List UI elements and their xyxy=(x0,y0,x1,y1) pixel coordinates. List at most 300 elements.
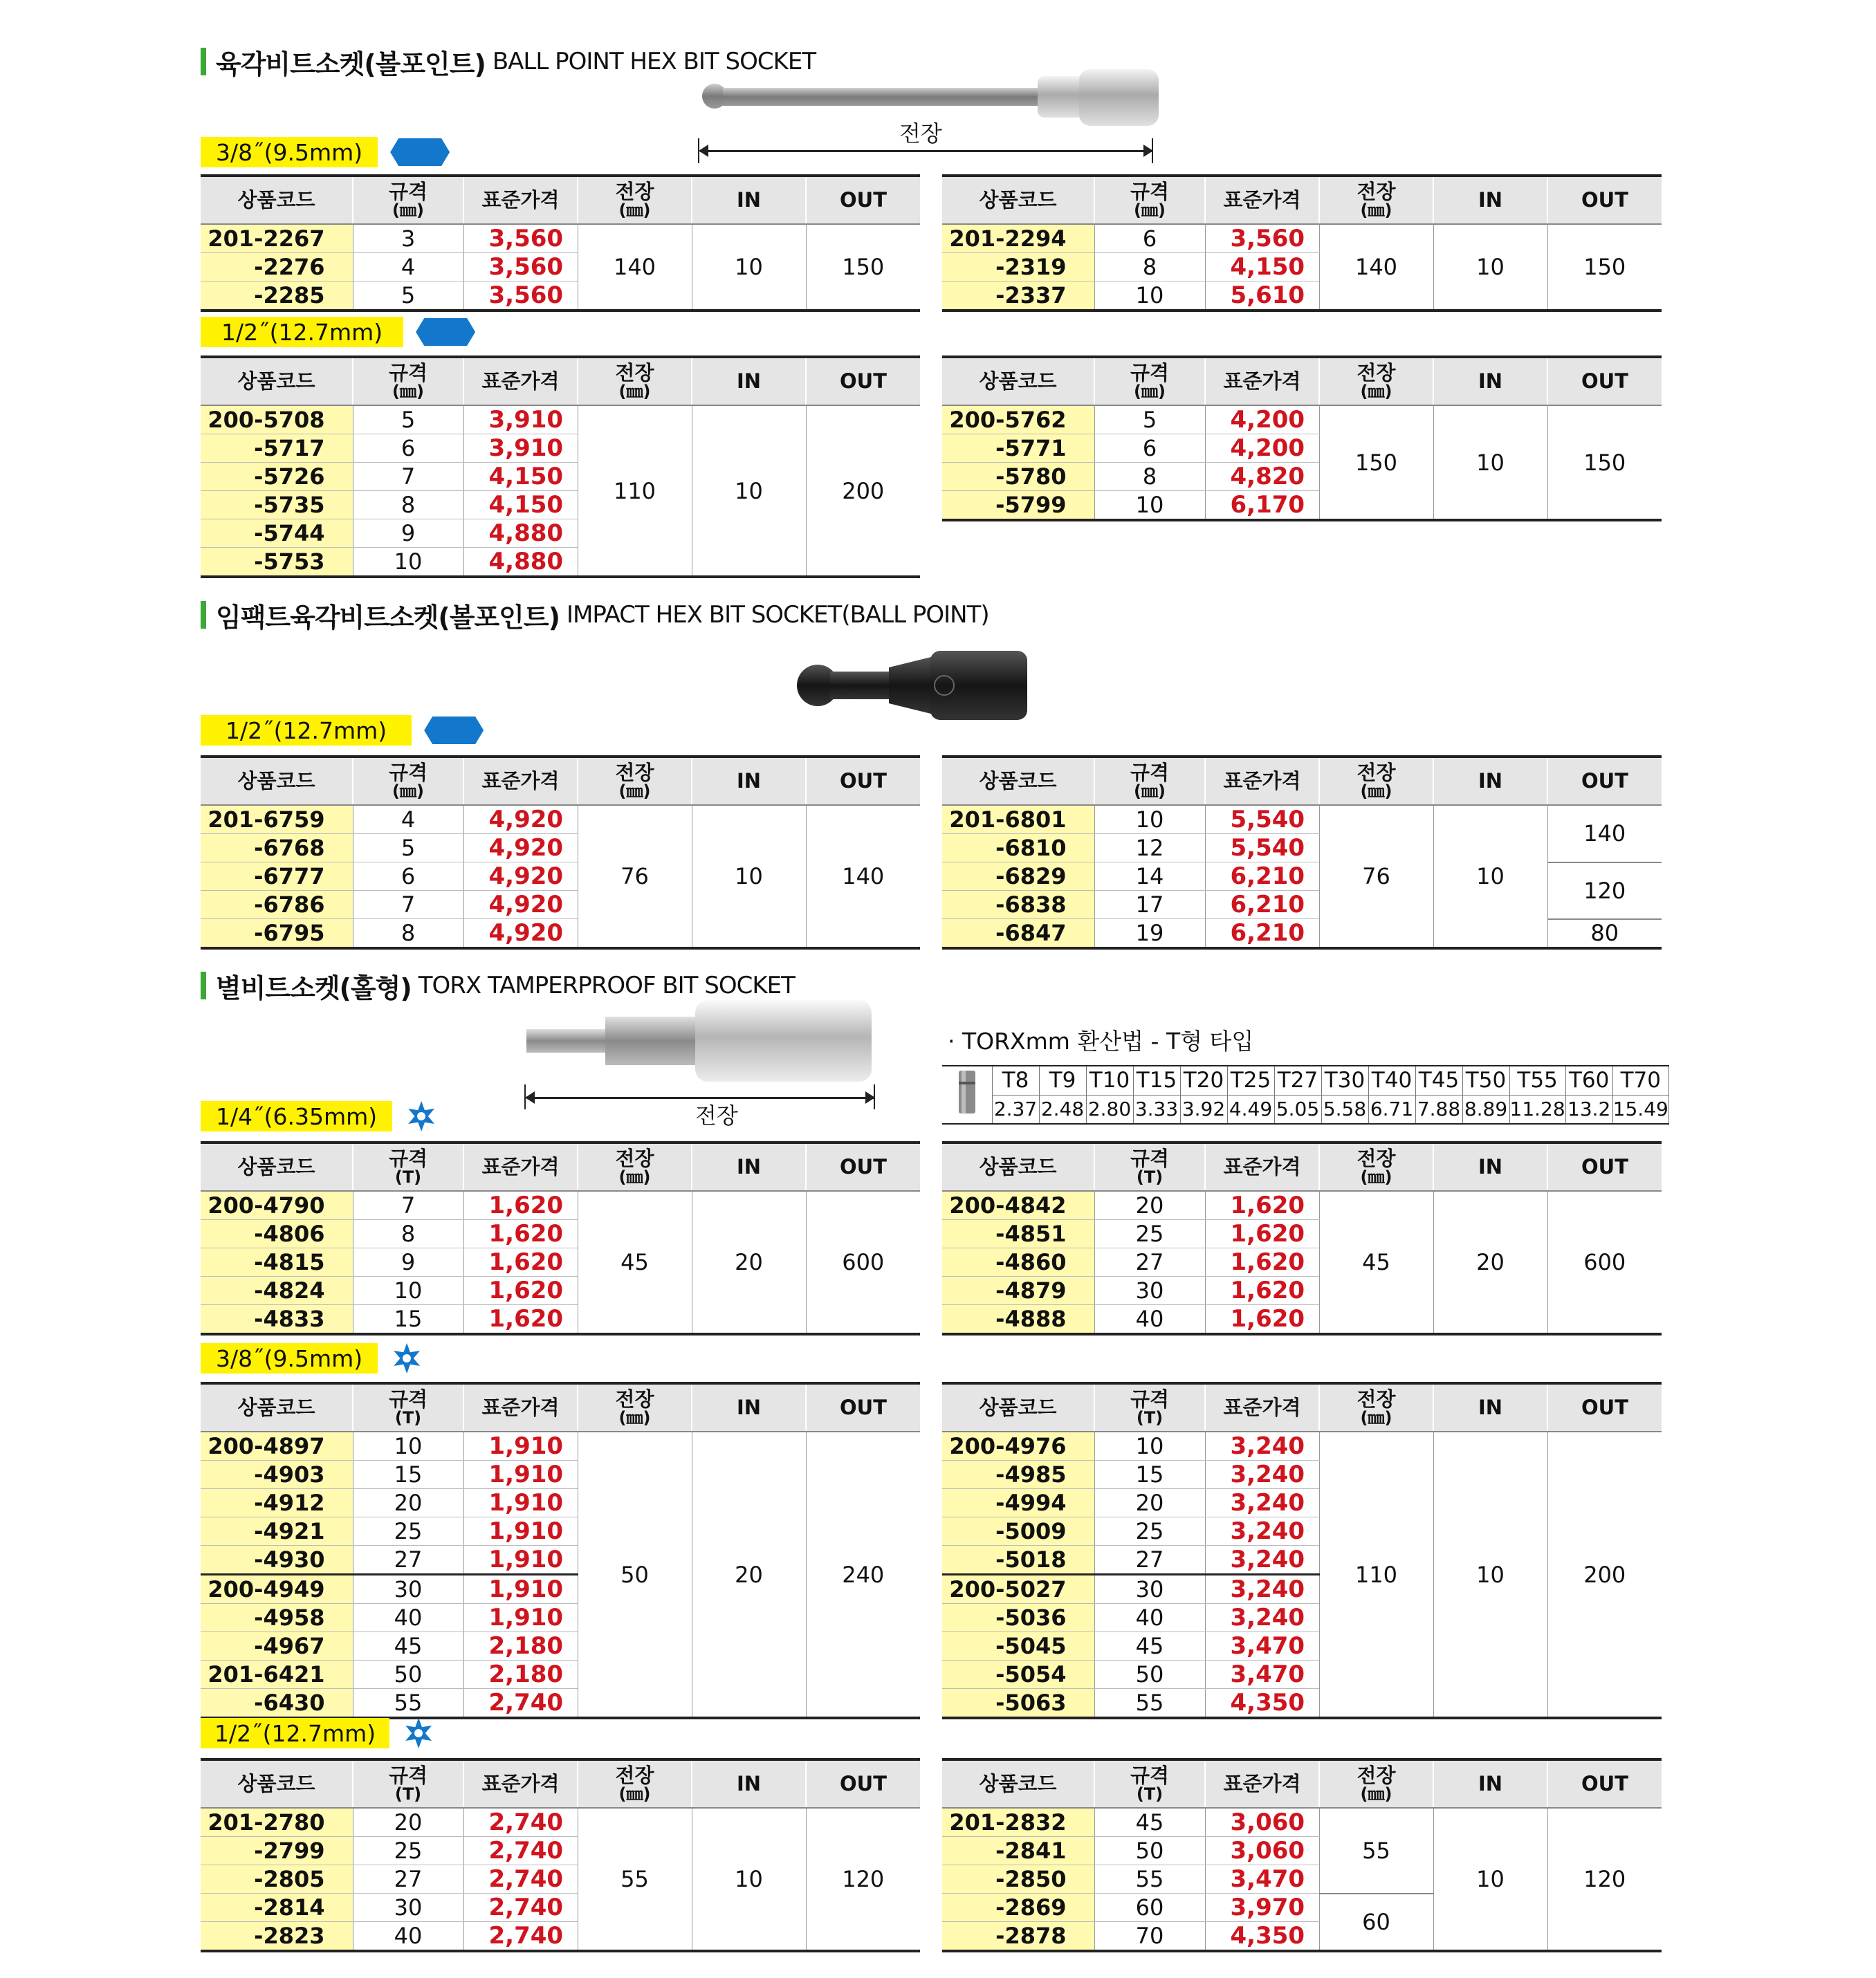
price-value: 3,560 xyxy=(1205,224,1319,253)
length-value: 140 xyxy=(1319,224,1433,311)
price-value: 1,910 xyxy=(463,1575,578,1604)
price-value: 3,970 xyxy=(1205,1894,1319,1922)
product-code: -2799 xyxy=(201,1837,353,1865)
spec-value: 5 xyxy=(353,281,463,311)
length-value: 110 xyxy=(1319,1432,1433,1718)
header-code: 상품코드 xyxy=(942,176,1094,224)
header-length-unit: (㎜) xyxy=(1360,1784,1392,1804)
torx-size: T9 xyxy=(1039,1066,1086,1095)
torx-size: T8 xyxy=(992,1066,1039,1095)
product-code: -5717 xyxy=(201,434,353,463)
torx-size: T60 xyxy=(1565,1066,1612,1095)
header-code: 상품코드 xyxy=(201,1383,353,1432)
price-value: 3,910 xyxy=(463,405,578,434)
product-code: -2319 xyxy=(942,253,1094,281)
header-length-label: 전장 xyxy=(1357,1147,1396,1170)
header-out: OUT xyxy=(806,757,920,805)
price-value: 1,910 xyxy=(463,1489,578,1517)
price-value: 3,470 xyxy=(1205,1865,1319,1894)
product-code: -5753 xyxy=(201,548,353,577)
header-length-label: 전장 xyxy=(1357,1387,1396,1411)
header-spec-unit: (㎜) xyxy=(1134,201,1166,220)
price-value: 4,150 xyxy=(1205,253,1319,281)
header-length xyxy=(1319,1759,1433,1808)
header-spec-label: 규격 xyxy=(388,361,428,385)
length-label: 전장 xyxy=(899,120,942,147)
torx-size: T55 xyxy=(1509,1066,1565,1095)
header-spec-unit: (㎜) xyxy=(1134,382,1166,401)
header-spec-unit: (T) xyxy=(1136,1167,1164,1187)
price-value: 1,620 xyxy=(1205,1305,1319,1335)
header-length-unit: (㎜) xyxy=(1360,1408,1392,1427)
header-out: OUT xyxy=(806,357,920,405)
price-value: 3,060 xyxy=(1205,1837,1319,1865)
header-spec-label: 규격 xyxy=(388,1764,428,1787)
price-value: 2,180 xyxy=(463,1632,578,1661)
length-value: 140 xyxy=(578,224,692,311)
header-spec-label: 규격 xyxy=(388,761,428,784)
spec-value: 25 xyxy=(353,1837,463,1865)
price-value: 6,210 xyxy=(1205,919,1319,949)
header-code: 상품코드 xyxy=(942,1143,1094,1191)
header-spec xyxy=(1094,1383,1205,1432)
spec-value: 12 xyxy=(1094,834,1205,862)
product-code: 201-2780 xyxy=(201,1808,353,1837)
product-code: -6430 xyxy=(201,1689,353,1719)
spec-value: 55 xyxy=(1094,1865,1205,1894)
header-spec-label: 규격 xyxy=(1130,1147,1170,1170)
section-title-impact xyxy=(201,599,989,631)
header-price: 표준가격 xyxy=(1205,1143,1319,1191)
size-tag-14: 1/4˝(6.35mm) xyxy=(201,1101,436,1131)
length-value: 76 xyxy=(1319,805,1433,948)
torx-mm-row xyxy=(942,1095,1668,1124)
header-in: IN xyxy=(692,1759,806,1808)
spec-value: 8 xyxy=(1094,463,1205,491)
price-value: 1,620 xyxy=(463,1305,578,1335)
price-value: 2,740 xyxy=(463,1922,578,1952)
section-title-en: IMPACT HEX BIT SOCKET(BALL POINT) xyxy=(566,601,989,629)
torx-size: T10 xyxy=(1086,1066,1133,1095)
torx-star-icon xyxy=(403,1718,434,1748)
spec-value: 6 xyxy=(353,862,463,891)
length-value: 55 xyxy=(1319,1808,1433,1894)
header-code: 상품코드 xyxy=(201,176,353,224)
spec-value: 8 xyxy=(353,491,463,519)
price-value: 6,170 xyxy=(1205,491,1319,521)
header-spec xyxy=(1094,1143,1205,1191)
price-value: 2,740 xyxy=(463,1865,578,1894)
product-code: 200-5762 xyxy=(942,405,1094,434)
spec-value: 15 xyxy=(1094,1461,1205,1489)
torx-size: T40 xyxy=(1368,1066,1415,1095)
table-row xyxy=(942,224,1662,253)
in-value: 10 xyxy=(1433,405,1547,520)
out-value: 120 xyxy=(806,1808,920,1951)
torx-mm-value: 2.37 xyxy=(992,1095,1039,1124)
product-code: -4824 xyxy=(201,1277,353,1305)
price-value: 4,820 xyxy=(1205,463,1319,491)
product-code: 201-2832 xyxy=(942,1808,1094,1837)
in-value: 10 xyxy=(692,1808,806,1951)
out-value: 140 xyxy=(1547,805,1662,862)
table-impact-right xyxy=(942,755,1662,950)
length-value: 150 xyxy=(1319,405,1433,520)
spec-value: 4 xyxy=(353,805,463,834)
spec-value: 8 xyxy=(353,1220,463,1248)
spec-value: 10 xyxy=(1094,491,1205,521)
price-value: 4,920 xyxy=(463,919,578,949)
product-code: -5744 xyxy=(201,519,353,548)
header-length-unit: (㎜) xyxy=(618,1784,651,1804)
product-code: 200-5708 xyxy=(201,405,353,434)
header-length xyxy=(1319,176,1433,224)
product-code: -6786 xyxy=(201,891,353,919)
price-value: 6,210 xyxy=(1205,862,1319,891)
table-torx-14-left xyxy=(201,1141,920,1335)
header-price: 표준가격 xyxy=(1205,1383,1319,1432)
header-length-label: 전장 xyxy=(1357,1764,1396,1787)
spec-value: 8 xyxy=(353,919,463,949)
price-value: 4,920 xyxy=(463,805,578,834)
header-length-label: 전장 xyxy=(615,180,654,203)
header-out: OUT xyxy=(806,1383,920,1432)
product-code: -6838 xyxy=(942,891,1094,919)
spec-value: 7 xyxy=(353,463,463,491)
header-spec-label: 규격 xyxy=(388,1147,428,1170)
spec-value: 20 xyxy=(353,1808,463,1837)
header-in: IN xyxy=(692,1383,806,1432)
header-spec-label: 규격 xyxy=(388,180,428,203)
spec-value: 6 xyxy=(1094,434,1205,463)
product-code: 201-2267 xyxy=(201,224,353,253)
spec-value: 50 xyxy=(353,1661,463,1689)
spec-value: 20 xyxy=(1094,1191,1205,1220)
in-value: 20 xyxy=(1433,1191,1547,1334)
header-in: IN xyxy=(692,176,806,224)
header-in: IN xyxy=(1433,1383,1547,1432)
header-price: 표준가격 xyxy=(1205,176,1319,224)
price-value: 4,920 xyxy=(463,862,578,891)
table-torx-38-left xyxy=(201,1382,920,1719)
spec-value: 40 xyxy=(1094,1604,1205,1632)
price-value: 4,920 xyxy=(463,891,578,919)
header-length xyxy=(578,757,692,805)
spec-value: 15 xyxy=(353,1305,463,1335)
size-tag-12: 1/2˝(12.7mm) xyxy=(201,715,484,746)
price-value: 1,620 xyxy=(463,1220,578,1248)
price-value: 4,880 xyxy=(463,548,578,577)
length-value: 45 xyxy=(578,1191,692,1334)
product-code: -2337 xyxy=(942,281,1094,311)
header-spec-label: 규격 xyxy=(1130,761,1170,784)
torx-conversion-table xyxy=(942,1065,1669,1125)
length-dimension-arrow xyxy=(700,150,1152,152)
price-value: 3,240 xyxy=(1205,1546,1319,1575)
product-code: -4851 xyxy=(942,1220,1094,1248)
header-price: 표준가격 xyxy=(1205,357,1319,405)
price-value: 2,740 xyxy=(463,1837,578,1865)
spec-value: 10 xyxy=(353,1277,463,1305)
price-value: 1,910 xyxy=(463,1546,578,1575)
header-spec xyxy=(1094,176,1205,224)
out-value: 120 xyxy=(1547,862,1662,919)
header-in: IN xyxy=(692,1143,806,1191)
spec-value: 4 xyxy=(353,253,463,281)
length-value: 76 xyxy=(578,805,692,948)
out-value: 200 xyxy=(1547,1432,1662,1718)
header-length xyxy=(578,176,692,224)
spec-value: 9 xyxy=(353,519,463,548)
size-tag-12: 1/2˝(12.7mm) xyxy=(201,1718,434,1748)
product-code: 200-4949 xyxy=(201,1575,353,1604)
header-price: 표준가격 xyxy=(1205,1759,1319,1808)
table-row xyxy=(942,1808,1662,1837)
header-spec-unit: (㎜) xyxy=(392,201,424,220)
header-code: 상품코드 xyxy=(201,757,353,805)
section-title-en: TORX TAMPERPROOF BIT SOCKET xyxy=(418,972,795,999)
product-code: -5018 xyxy=(942,1546,1094,1575)
header-length-label: 전장 xyxy=(1357,761,1396,784)
spec-value: 55 xyxy=(353,1689,463,1719)
product-code: 200-4790 xyxy=(201,1191,353,1220)
product-code: 200-4842 xyxy=(942,1191,1094,1220)
header-code: 상품코드 xyxy=(942,757,1094,805)
spec-value: 6 xyxy=(1094,224,1205,253)
price-value: 4,350 xyxy=(1205,1689,1319,1719)
out-value: 240 xyxy=(806,1432,920,1718)
spec-value: 25 xyxy=(1094,1220,1205,1248)
header-length-label: 전장 xyxy=(615,1387,654,1411)
price-value: 3,470 xyxy=(1205,1661,1319,1689)
table-row xyxy=(942,1432,1662,1461)
size-tag-38: 3/8˝(9.5mm) xyxy=(201,1343,422,1374)
price-value: 4,200 xyxy=(1205,405,1319,434)
header-code: 상품코드 xyxy=(942,357,1094,405)
spec-value: 40 xyxy=(1094,1305,1205,1335)
header-length-unit: (㎜) xyxy=(618,1167,651,1187)
torx-t-row xyxy=(942,1066,1668,1095)
spec-value: 30 xyxy=(1094,1277,1205,1305)
price-value: 4,200 xyxy=(1205,434,1319,463)
product-code: -6768 xyxy=(201,834,353,862)
header-spec xyxy=(1094,757,1205,805)
in-value: 10 xyxy=(1433,1808,1547,1951)
price-value: 4,150 xyxy=(463,463,578,491)
hex-icon xyxy=(424,717,484,744)
torx-mm-value: 4.49 xyxy=(1227,1095,1274,1124)
price-value: 5,540 xyxy=(1205,834,1319,862)
price-value: 3,240 xyxy=(1205,1432,1319,1461)
product-code: -4833 xyxy=(201,1305,353,1335)
product-code: -2841 xyxy=(942,1837,1094,1865)
header-spec-unit: (T) xyxy=(1136,1784,1164,1804)
header-price: 표준가격 xyxy=(463,357,578,405)
price-value: 3,240 xyxy=(1205,1604,1319,1632)
price-value: 4,920 xyxy=(463,834,578,862)
spec-value: 70 xyxy=(1094,1922,1205,1952)
product-code: -5780 xyxy=(942,463,1094,491)
spec-value: 45 xyxy=(1094,1632,1205,1661)
header-spec-unit: (㎜) xyxy=(1134,782,1166,801)
header-in: IN xyxy=(1433,357,1547,405)
spec-value: 25 xyxy=(1094,1517,1205,1546)
torx-mm-value: 13.2 xyxy=(1565,1095,1612,1124)
table-torx-12-right xyxy=(942,1758,1662,1952)
torx-star-icon xyxy=(406,1101,436,1131)
price-value: 3,240 xyxy=(1205,1489,1319,1517)
torx-size: T25 xyxy=(1227,1066,1274,1095)
table-ballpoint-12-right xyxy=(942,355,1662,521)
spec-value: 40 xyxy=(353,1604,463,1632)
spec-value: 5 xyxy=(353,834,463,862)
price-value: 1,620 xyxy=(463,1191,578,1220)
in-value: 10 xyxy=(1433,224,1547,311)
table-row xyxy=(942,405,1662,434)
header-in: IN xyxy=(1433,1143,1547,1191)
header-in: IN xyxy=(1433,757,1547,805)
table-ballpoint-12-left xyxy=(201,355,920,578)
header-out: OUT xyxy=(806,176,920,224)
spec-value: 55 xyxy=(1094,1689,1205,1719)
header-price: 표준가격 xyxy=(463,176,578,224)
spec-value: 27 xyxy=(353,1546,463,1575)
table-torx-12-left xyxy=(201,1758,920,1952)
torx-size: T27 xyxy=(1274,1066,1321,1095)
header-in: IN xyxy=(1433,1759,1547,1808)
table-ballpoint-38-right xyxy=(942,174,1662,312)
spec-value: 10 xyxy=(1094,1432,1205,1461)
table-torx-38-right xyxy=(942,1382,1662,1719)
price-value: 4,150 xyxy=(463,491,578,519)
section-title-ko: 별비트소켓(홀형) xyxy=(216,972,412,1004)
spec-value: 27 xyxy=(1094,1546,1205,1575)
torx-size: T15 xyxy=(1133,1066,1180,1095)
price-value: 1,620 xyxy=(1205,1277,1319,1305)
header-spec-unit: (T) xyxy=(394,1784,422,1804)
spec-value: 20 xyxy=(353,1489,463,1517)
product-code: -4912 xyxy=(201,1489,353,1517)
product-code: -5726 xyxy=(201,463,353,491)
torx-mm-value: 5.05 xyxy=(1274,1095,1321,1124)
spec-value: 7 xyxy=(353,891,463,919)
header-price: 표준가격 xyxy=(463,1759,578,1808)
header-length-label: 전장 xyxy=(615,761,654,784)
size-tag-38: 3/8˝(9.5mm) xyxy=(201,137,450,167)
header-length-unit: (㎜) xyxy=(618,1408,651,1427)
in-value: 10 xyxy=(692,224,806,311)
length-label: 전장 xyxy=(695,1102,738,1129)
price-value: 4,350 xyxy=(1205,1922,1319,1952)
header-out: OUT xyxy=(1547,1383,1662,1432)
header-spec-unit: (T) xyxy=(1136,1408,1164,1427)
price-value: 1,910 xyxy=(463,1517,578,1546)
in-value: 10 xyxy=(1433,805,1547,948)
price-value: 3,910 xyxy=(463,434,578,463)
torx-mm-value: 8.89 xyxy=(1462,1095,1509,1124)
product-code: -5054 xyxy=(942,1661,1094,1689)
price-value: 3,240 xyxy=(1205,1517,1319,1546)
spec-value: 17 xyxy=(1094,891,1205,919)
product-code: -4921 xyxy=(201,1517,353,1546)
torx-size: T30 xyxy=(1321,1066,1368,1095)
table-row xyxy=(201,1191,920,1220)
section-title-ko: 육각비트소켓(볼포인트) xyxy=(216,48,486,80)
length-value: 55 xyxy=(578,1808,692,1951)
table-ballpoint-38-left xyxy=(201,174,920,312)
header-price: 표준가격 xyxy=(463,1383,578,1432)
table-row xyxy=(201,405,920,434)
product-code: -2869 xyxy=(942,1894,1094,1922)
length-value: 45 xyxy=(1319,1191,1433,1334)
torx-mm-value: 11.28 xyxy=(1509,1095,1565,1124)
product-code: -4815 xyxy=(201,1248,353,1277)
product-code: -6777 xyxy=(201,862,353,891)
header-length xyxy=(1319,1383,1433,1432)
price-value: 6,210 xyxy=(1205,891,1319,919)
table-torx-14-right xyxy=(942,1141,1662,1335)
price-value: 2,180 xyxy=(463,1661,578,1689)
header-out: OUT xyxy=(1547,757,1662,805)
product-code: -5799 xyxy=(942,491,1094,521)
product-code: -5771 xyxy=(942,434,1094,463)
spec-value: 7 xyxy=(353,1191,463,1220)
price-value: 3,560 xyxy=(463,281,578,311)
torx-mm-value: 2.48 xyxy=(1039,1095,1086,1124)
spec-value: 10 xyxy=(1094,805,1205,834)
torx-mm-value: 6.71 xyxy=(1368,1095,1415,1124)
price-value: 3,060 xyxy=(1205,1808,1319,1837)
product-code: -2878 xyxy=(942,1922,1094,1952)
spec-value: 5 xyxy=(353,405,463,434)
product-code: -5063 xyxy=(942,1689,1094,1719)
header-spec xyxy=(353,1759,463,1808)
torx-mm-value: 2.80 xyxy=(1086,1095,1133,1124)
header-length xyxy=(578,1383,692,1432)
torx-socket-image xyxy=(522,996,882,1089)
product-code: -4967 xyxy=(201,1632,353,1661)
in-value: 10 xyxy=(692,805,806,948)
spec-value: 27 xyxy=(1094,1248,1205,1277)
spec-value: 10 xyxy=(353,1432,463,1461)
price-value: 1,620 xyxy=(1205,1248,1319,1277)
table-row xyxy=(201,1432,920,1461)
spec-value: 3 xyxy=(353,224,463,253)
table-row xyxy=(942,919,1662,949)
product-code: -6795 xyxy=(201,919,353,949)
header-length-unit: (㎜) xyxy=(1360,1167,1392,1187)
header-spec xyxy=(1094,1759,1205,1808)
length-value: 60 xyxy=(1319,1894,1433,1952)
spec-value: 8 xyxy=(1094,253,1205,281)
out-value: 80 xyxy=(1547,919,1662,949)
spec-value: 6 xyxy=(353,434,463,463)
header-length-label: 전장 xyxy=(1357,180,1396,203)
length-dimension-arrow xyxy=(526,1097,874,1099)
table-row xyxy=(942,1191,1662,1220)
header-in: IN xyxy=(692,357,806,405)
product-code: -6829 xyxy=(942,862,1094,891)
header-spec-label: 규격 xyxy=(1130,180,1170,203)
torx-mm-value: 3.92 xyxy=(1180,1095,1227,1124)
in-value: 10 xyxy=(1433,1432,1547,1718)
product-code: 200-4897 xyxy=(201,1432,353,1461)
out-value: 150 xyxy=(806,224,920,311)
spec-value: 60 xyxy=(1094,1894,1205,1922)
torx-size: T20 xyxy=(1180,1066,1227,1095)
product-code: 200-5027 xyxy=(942,1575,1094,1604)
header-length-unit: (㎜) xyxy=(1360,201,1392,220)
